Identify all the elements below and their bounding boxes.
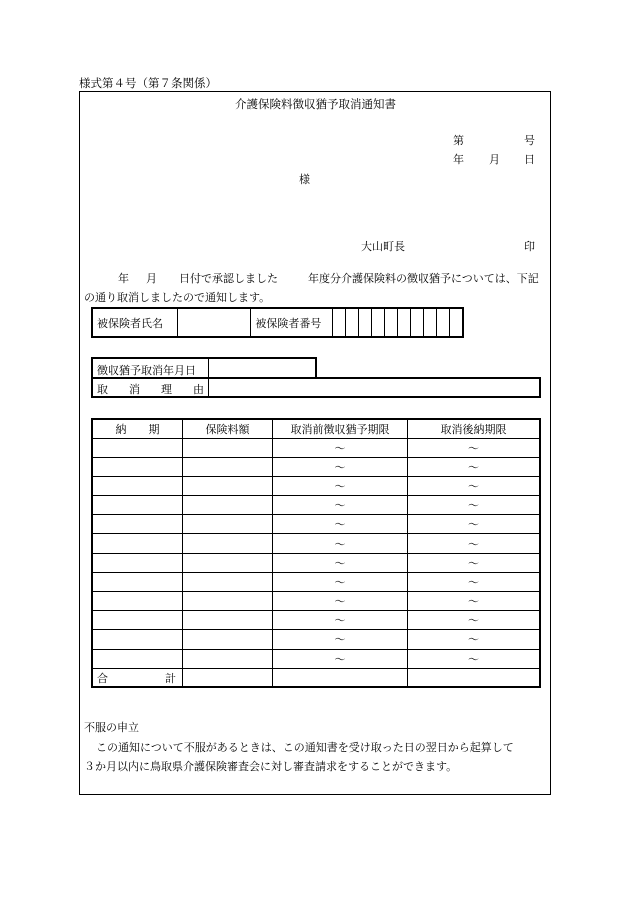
header-before-deadline: 取消前徴収猶予期限 bbox=[273, 419, 408, 438]
due-date-cell[interactable] bbox=[92, 457, 183, 476]
before-deadline-cell[interactable]: ～ bbox=[273, 553, 408, 572]
insured-number-digit[interactable] bbox=[410, 308, 423, 337]
total-premium-cell[interactable] bbox=[183, 668, 273, 687]
due-date-cell[interactable] bbox=[92, 630, 183, 649]
reason-char: 消 bbox=[129, 383, 140, 396]
premium-cell[interactable] bbox=[183, 438, 273, 457]
after-deadline-cell[interactable]: ～ bbox=[408, 553, 541, 572]
due-date-cell[interactable] bbox=[92, 649, 183, 668]
before-deadline-cell[interactable]: ～ bbox=[273, 611, 408, 630]
insured-number-label: 被保険者番号 bbox=[251, 308, 332, 337]
total-char: 計 bbox=[165, 671, 176, 685]
objection-line2: ３か月以内に鳥取県介護保険審査会に対し審査請求をすることができます。 bbox=[84, 760, 458, 773]
insured-number-digit[interactable] bbox=[345, 308, 358, 337]
before-deadline-cell[interactable]: ～ bbox=[273, 572, 408, 591]
after-deadline-cell[interactable]: ～ bbox=[408, 534, 541, 553]
due-date-cell[interactable] bbox=[92, 572, 183, 591]
insured-number-digit[interactable] bbox=[371, 308, 384, 337]
before-deadline-cell[interactable]: ～ bbox=[273, 496, 408, 515]
due-date-cell[interactable] bbox=[92, 592, 183, 611]
after-deadline-cell[interactable]: ～ bbox=[408, 611, 541, 630]
premium-cell[interactable] bbox=[183, 649, 273, 668]
before-deadline-cell[interactable]: ～ bbox=[273, 457, 408, 476]
payment-row bbox=[92, 438, 540, 457]
due-date-cell[interactable] bbox=[92, 611, 183, 630]
cancel-date-label: 徴収猶予取消年月日 bbox=[93, 359, 209, 377]
total-after-cell[interactable] bbox=[408, 668, 541, 687]
insured-name-label: 被保険者氏名 bbox=[92, 308, 178, 337]
premium-cell[interactable] bbox=[183, 496, 273, 515]
insured-number-digit[interactable] bbox=[358, 308, 371, 337]
premium-cell[interactable] bbox=[183, 457, 273, 476]
seal-mark: 印 bbox=[524, 240, 535, 253]
total-char: 合 bbox=[97, 671, 108, 685]
insured-number-digit[interactable] bbox=[449, 308, 463, 337]
reason-char: 理 bbox=[161, 383, 172, 396]
issuer-name: 大山町長 bbox=[361, 240, 405, 253]
before-deadline-cell[interactable]: ～ bbox=[273, 515, 408, 534]
before-deadline-cell[interactable]: ～ bbox=[273, 534, 408, 553]
due-date-cell[interactable] bbox=[92, 515, 183, 534]
header-premium: 保険料額 bbox=[183, 419, 273, 438]
cancel-date-field[interactable] bbox=[209, 359, 315, 377]
reason-char: 由 bbox=[193, 383, 204, 396]
body-year-text: 年度分介護保険料の徴収猶予については、下記 bbox=[308, 272, 539, 285]
insured-table bbox=[91, 307, 464, 338]
header-after-deadline: 取消後納期限 bbox=[408, 419, 541, 438]
payment-row bbox=[92, 476, 540, 495]
due-date-cell[interactable] bbox=[92, 534, 183, 553]
after-deadline-cell[interactable]: ～ bbox=[408, 572, 541, 591]
payment-row bbox=[92, 572, 540, 591]
after-deadline-cell[interactable]: ～ bbox=[408, 476, 541, 495]
insured-number-digit[interactable] bbox=[423, 308, 436, 337]
body-approved-text: 日付で承認しました bbox=[179, 272, 278, 285]
due-date-cell[interactable] bbox=[92, 553, 183, 572]
date-year: 年 bbox=[453, 153, 464, 166]
date-month: 月 bbox=[489, 153, 500, 166]
payment-row bbox=[92, 630, 540, 649]
total-row bbox=[92, 668, 540, 687]
due-date-cell[interactable] bbox=[92, 496, 183, 515]
cancel-reason-field[interactable] bbox=[209, 379, 539, 396]
after-deadline-cell[interactable]: ～ bbox=[408, 592, 541, 611]
after-deadline-cell[interactable]: ～ bbox=[408, 457, 541, 476]
total-label bbox=[92, 668, 183, 687]
after-deadline-cell[interactable]: ～ bbox=[408, 649, 541, 668]
number-suffix: 号 bbox=[524, 134, 535, 147]
premium-cell[interactable] bbox=[183, 553, 273, 572]
after-deadline-cell[interactable]: ～ bbox=[408, 438, 541, 457]
form-reference: 様式第４号（第７条関係） bbox=[79, 76, 217, 90]
body-line2: の通り取消しましたので通知します。 bbox=[84, 291, 271, 304]
premium-cell[interactable] bbox=[183, 611, 273, 630]
number-prefix: 第 bbox=[453, 134, 464, 147]
payment-row bbox=[92, 649, 540, 668]
payment-row bbox=[92, 553, 540, 572]
premium-cell[interactable] bbox=[183, 592, 273, 611]
due-date-cell[interactable] bbox=[92, 476, 183, 495]
insured-name-field[interactable] bbox=[178, 308, 251, 337]
insured-number-digit[interactable] bbox=[384, 308, 397, 337]
objection-title: 不服の申立 bbox=[84, 721, 139, 734]
document-title: 介護保険料徴収猶予取消通知書 bbox=[235, 97, 396, 111]
before-deadline-cell[interactable]: ～ bbox=[273, 476, 408, 495]
payment-row bbox=[92, 496, 540, 515]
cancel-date-row bbox=[91, 357, 317, 378]
date-day: 日 bbox=[524, 153, 535, 166]
after-deadline-cell[interactable]: ～ bbox=[408, 496, 541, 515]
premium-cell[interactable] bbox=[183, 476, 273, 495]
cancel-reason-label bbox=[93, 379, 209, 396]
payment-header-row bbox=[92, 419, 540, 438]
payment-row bbox=[92, 457, 540, 476]
body-month: 月 bbox=[146, 272, 157, 285]
body-year: 年 bbox=[118, 272, 129, 285]
payment-table bbox=[91, 418, 541, 688]
insured-number-digit[interactable] bbox=[332, 308, 345, 337]
recipient-suffix: 様 bbox=[299, 173, 310, 186]
total-before-cell[interactable] bbox=[273, 668, 408, 687]
after-deadline-cell[interactable]: ～ bbox=[408, 515, 541, 534]
cancel-reason-row bbox=[91, 377, 541, 398]
payment-row bbox=[92, 515, 540, 534]
header-due-date: 納 期 bbox=[92, 419, 183, 438]
premium-cell[interactable] bbox=[183, 515, 273, 534]
objection-line1: この通知について不服があるときは、この通知書を受け取った日の翌日から起算して bbox=[96, 741, 514, 754]
before-deadline-cell[interactable]: ～ bbox=[273, 630, 408, 649]
premium-cell[interactable] bbox=[183, 534, 273, 553]
premium-cell[interactable] bbox=[183, 630, 273, 649]
before-deadline-cell[interactable]: ～ bbox=[273, 592, 408, 611]
payment-row bbox=[92, 592, 540, 611]
before-deadline-cell[interactable]: ～ bbox=[273, 438, 408, 457]
payment-row bbox=[92, 611, 540, 630]
insured-number-digit[interactable] bbox=[436, 308, 449, 337]
reason-char: 取 bbox=[97, 383, 108, 396]
due-date-cell[interactable] bbox=[92, 438, 183, 457]
before-deadline-cell[interactable]: ～ bbox=[273, 649, 408, 668]
insured-number-digit[interactable] bbox=[397, 308, 410, 337]
payment-row bbox=[92, 534, 540, 553]
after-deadline-cell[interactable]: ～ bbox=[408, 630, 541, 649]
premium-cell[interactable] bbox=[183, 572, 273, 591]
